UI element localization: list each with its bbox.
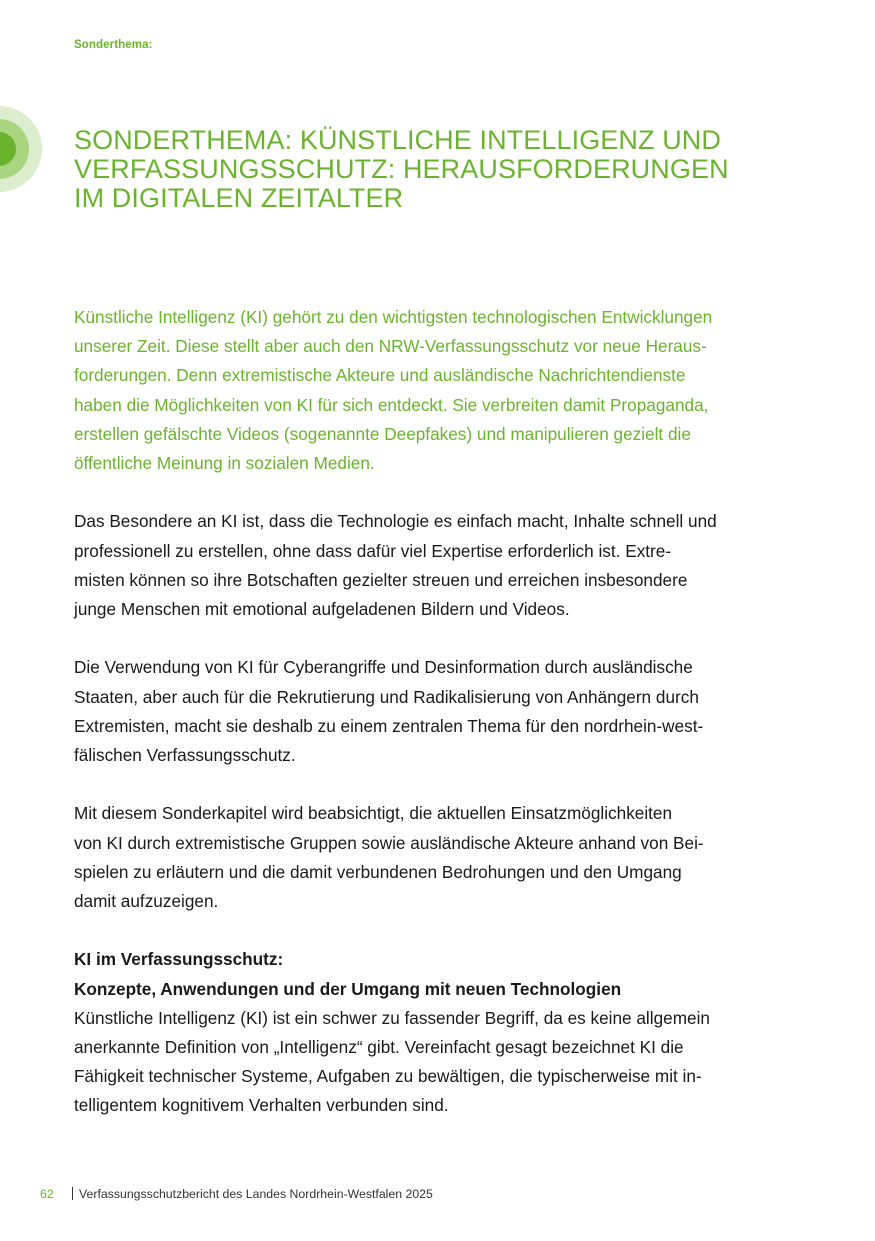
footer-divider: [72, 1187, 73, 1200]
text-line: von KI durch extremistische Gruppen sowie ausländische Akteure anhand von Bei-: [74, 832, 704, 853]
page-number: 62: [40, 1187, 54, 1201]
heading-line: Konzepte, Anwendungen und der Umgang mit neuen Technologien: [74, 978, 622, 999]
title-line: SONDERTHEMA: KÜNSTLICHE INTELLIGENZ UND: [74, 125, 721, 155]
text-line: Das Besondere an KI ist, dass die Technologie es einfach macht, Inhalte schnell und: [74, 511, 717, 532]
text-line: Künstliche Intelligenz (KI) ist ein schwer zu fassender Begriff, da es keine allgemein: [74, 1007, 710, 1028]
text-line: haben die Möglichkeiten von KI für sich entdeckt. Sie verbreiten damit Propaganda,: [74, 394, 709, 415]
lead-paragraph: [74, 303, 809, 478]
body-paragraph: [74, 507, 809, 624]
section-heading: [74, 945, 809, 1003]
text-line: anerkannte Definition von „Intelligenz“ gibt. Vereinfacht gesagt bezeichnet KI die: [74, 1037, 684, 1058]
text-line: Fähigkeit technischer Systeme, Aufgaben zu bewältigen, die typischerweise mit in-: [74, 1066, 702, 1087]
text-line: Künstliche Intelligenz (KI) gehört zu den wichtigsten technologischen Entwicklungen: [74, 307, 713, 327]
page-title: [74, 126, 814, 213]
running-header: Sonderthema:: [74, 39, 153, 51]
text-line: Staaten, aber auch für die Rekrutierung und Radikalisierung von Anhängern durch: [74, 686, 699, 707]
text-line: misten können so ihre Botschaften gezielter streuen und erreichen insbesondere: [74, 569, 688, 590]
page-footer: [40, 1186, 433, 1202]
text-line: fälischen Verfassungsschutz.: [74, 745, 296, 766]
decorative-circles-icon: [0, 106, 42, 192]
heading-line: KI im Verfassungsschutz:: [74, 949, 284, 970]
body-paragraph: [74, 799, 809, 916]
main-content: [74, 303, 809, 1150]
text-line: spielen zu erläutern und die damit verbundenen Bedrohungen und den Umgang: [74, 861, 682, 882]
text-line: damit aufzuzeigen.: [74, 891, 219, 912]
body-paragraph: [74, 1004, 809, 1121]
title-line: VERFASSUNGSSCHUTZ: HERAUSFORDERUNGEN: [74, 154, 729, 184]
text-line: unserer Zeit. Diese stellt aber auch den NRW-Verfassungsschutz vor neue Heraus-: [74, 336, 707, 357]
text-line: forderungen. Denn extremistische Akteure und ausländische Nachrichtendienste: [74, 365, 686, 386]
publication-title: Verfassungsschutzbericht des Landes Nordrhein-Westfalen 2025: [79, 1187, 433, 1201]
text-line: professionell zu erstellen, ohne dass dafür viel Expertise erforderlich ist. Extre-: [74, 540, 672, 561]
text-line: Die Verwendung von KI für Cyberangriffe und Desinformation durch ausländische: [74, 657, 693, 678]
body-paragraph: [74, 653, 809, 770]
text-line: Mit diesem Sonderkapitel wird beabsichtigt, die aktuellen Einsatzmöglichkeiten: [74, 803, 673, 824]
text-line: erstellen gefälschte Videos (sogenannte Deepfakes) und manipulieren gezielt die: [74, 423, 691, 444]
text-line: öffentliche Meinung in sozialen Medien.: [74, 453, 375, 474]
text-line: telligentem kognitivem Verhalten verbunden sind.: [74, 1095, 449, 1116]
text-line: junge Menschen mit emotional aufgeladenen Bildern und Videos.: [74, 599, 570, 620]
title-line: IM DIGITALEN ZEITALTER: [74, 183, 404, 213]
text-line: Extremisten, macht sie deshalb zu einem zentralen Thema für den nordrhein-west-: [74, 715, 704, 736]
